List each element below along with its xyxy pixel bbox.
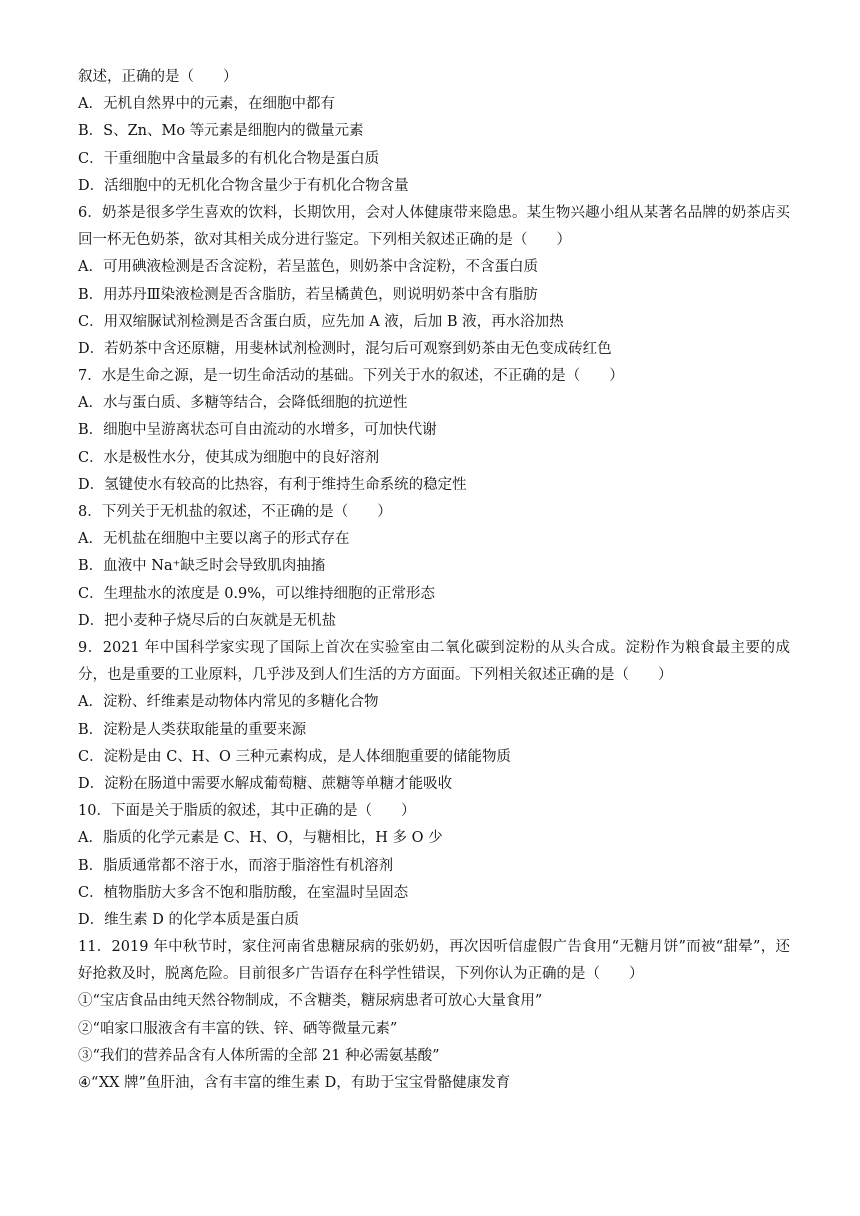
q8-option-b: B．血液中 Na⁺缺乏时会导致肌肉抽搐 [78, 558, 326, 575]
q6-option-d: D．若奶茶中含还原糖，用斐林试剂检测时，混匀后可观察到奶茶由无色变成砖红色 [78, 340, 612, 357]
q9-option-c: C．淀粉是由 C、H、O 三种元素构成，是人体细胞重要的储能物质 [78, 748, 511, 765]
q11-statement-1: ①“宝店食品由纯天然谷物制成，不含糖类，糖尿病患者可放心大量食用” [78, 993, 543, 1010]
q10-option-d: D．维生素 D 的化学本质是蛋白质 [78, 911, 299, 928]
q5-option-a: A．无机自然界中的元素，在细胞中都有 [78, 96, 335, 113]
q5-stem-end: 叙述，正确的是（ ） [78, 69, 238, 85]
q7-option-a: A．水与蛋白质、多糖等结合，会降低细胞的抗逆性 [78, 395, 408, 412]
q5-option-d: D．活细胞中的无机化合物含量少于有机化合物含量 [78, 177, 409, 194]
q8-option-d: D．把小麦种子烧尽后的白灰就是无机盐 [78, 612, 337, 629]
q7-stem: 7．水是生命之源，是一切生命活动的基础。下列关于水的叙述，不正确的是（ ） [78, 368, 624, 385]
q10-option-a: A．脂质的化学元素是 C、H、O，与糖相比，H 多 O 少 [78, 830, 443, 847]
q8-stem: 8．下列关于无机盐的叙述，不正确的是（ ） [78, 504, 392, 521]
q5-option-c: C．干重细胞中含量最多的有机化合物是蛋白质 [78, 150, 380, 167]
q9-option-d: D．淀粉在肠道中需要水解成葡萄糖、蔗糖等单糖才能吸收 [78, 775, 453, 792]
q6-option-a: A．可用碘液检测是否含淀粉，若呈蓝色，则奶茶中含淀粉，不含蛋白质 [78, 259, 538, 276]
q11-statement-4: ④“XX 牌”鱼肝油，含有丰富的维生素 D，有助于宝宝骨骼健康发育 [78, 1075, 511, 1092]
q9-stem: 9．2021 年中国科学家实现了国际上首次在实验室由二氧化碳到淀粉的从头合成。淀粉作为粮食最主要的成分，也是重要的工业原料，几乎涉及到人们生活的方方面面。下列相关叙述正确的是（ ） [78, 639, 790, 684]
q6-option-b: B．用苏丹Ⅲ染液检测是否含脂肪，若呈橘黄色，则说明奶茶中含有脂肪 [78, 286, 538, 303]
q7-option-b: B．细胞中呈游离状态可自由流动的水增多，可加快代谢 [78, 422, 437, 439]
q10-stem: 10．下面是关于脂质的叙述，其中正确的是（ ） [78, 803, 416, 820]
q11-statement-2: ②“咱家口服液含有丰富的铁、锌、硒等微量元素” [78, 1020, 398, 1037]
q11-statement-3: ③“我们的营养品含有人体所需的全部 21 种必需氨基酸” [78, 1047, 440, 1064]
q5-option-b: B．S、Zn、Mo 等元素是细胞内的微量元素 [78, 123, 364, 140]
q9-option-b: B．淀粉是人类获取能量的重要来源 [78, 721, 307, 738]
q8-option-c: C．生理盐水的浓度是 0.9%，可以维持细胞的正常形态 [78, 585, 436, 602]
q7-option-c: C．水是极性水分，使其成为细胞中的良好溶剂 [78, 449, 380, 466]
q9-option-a: A．淀粉、纤维素是动物体内常见的多糖化合物 [78, 694, 379, 711]
q6-stem: 6．奶茶是很多学生喜欢的饮料，长期饮用，会对人体健康带来隐患。某生物兴趣小组从某著名品牌的奶茶店买回一杯无色奶茶，欲对其相关成分进行鉴定。下列相关叙述正确的是（ ） [78, 204, 790, 249]
q10-option-b: B．脂质通常都不溶于水，而溶于脂溶性有机溶剂 [78, 857, 394, 874]
q6-option-c: C．用双缩脲试剂检测是否含蛋白质，应先加 A 液，后加 B 液，再水浴加热 [78, 313, 564, 330]
q8-option-a: A．无机盐在细胞中主要以离子的形式存在 [78, 531, 350, 548]
q7-option-d: D．氢键使水有较高的比热容，有利于维持生命系统的稳定性 [78, 476, 467, 493]
q11-stem: 11．2019 年中秋节时，家住河南省患糖尿病的张奶奶，再次因听信虚假广告食用“无糖月饼”而被“甜晕”，还好抢救及时，脱离危险。目前很多广告语存在科学性错误，下列你认为正确的是（ ） [78, 939, 790, 983]
q10-option-c: C．植物脂肪大多含不饱和脂肪酸，在室温时呈固态 [78, 884, 409, 901]
question-text [78, 64, 790, 1097]
